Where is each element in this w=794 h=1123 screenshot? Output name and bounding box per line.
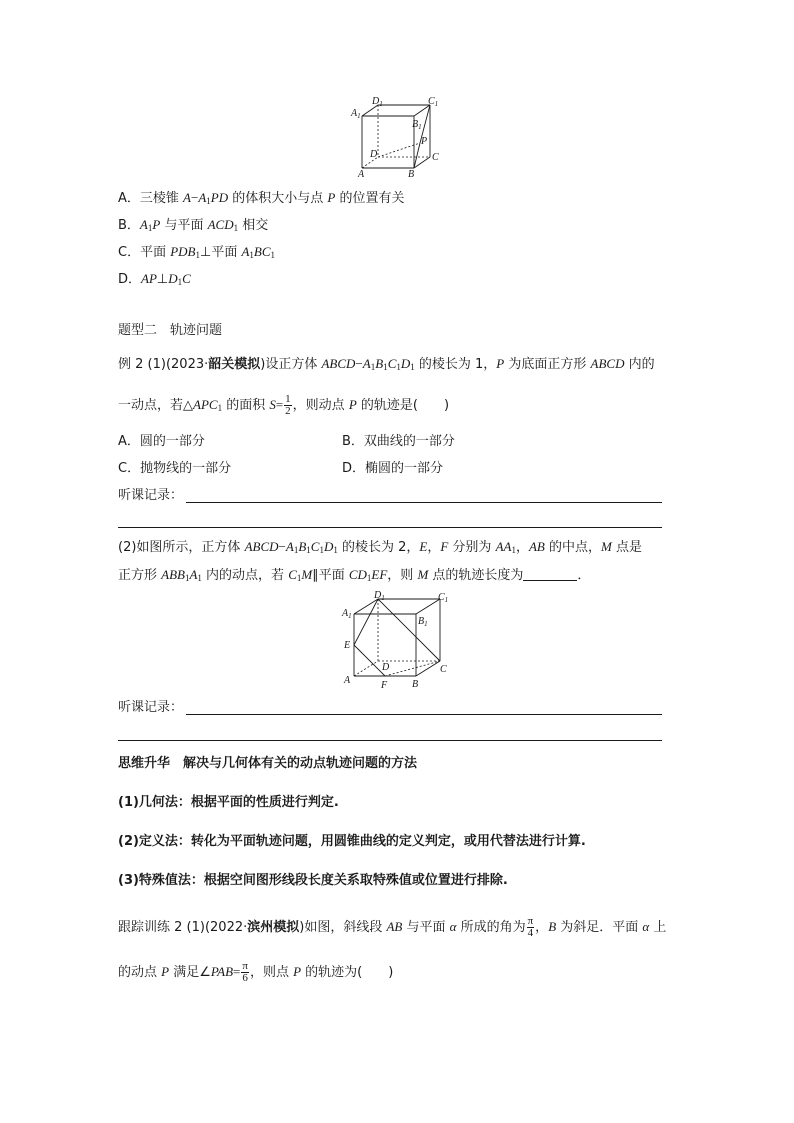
fraction-one-half: $\frac{1}{2}$ bbox=[285, 393, 291, 417]
answer-blank[interactable] bbox=[523, 568, 577, 581]
choice-d: D．椭圆的一部分 bbox=[342, 461, 444, 476]
option-a: A．三棱锥 $A-A_1PD$ 的体积大小与点 P 的位置有关 bbox=[118, 190, 405, 206]
label-f: F bbox=[381, 680, 388, 691]
example2-2-line1: (2)如图所示，正方体 $ABCD-A_1B_1C_1D_1$ 的棱长为 2，E，F 分别为 $AA_1$，AB 的中点，M 点是 bbox=[118, 539, 642, 555]
fraction-pi-over-4: $\frac{\pi}{4}$ bbox=[527, 915, 534, 939]
summary-method-1: (1)几何法：根据平面的性质进行判定. bbox=[118, 795, 339, 810]
label-a1: $A_1$ bbox=[351, 108, 361, 120]
label-b: B bbox=[412, 679, 419, 690]
label-e: E bbox=[344, 640, 351, 651]
notes-label-2: 听课记录： bbox=[118, 700, 184, 715]
summary-method-3: (3)特殊值法：根据空间图形线段长度关系取特殊值或位置进行排除. bbox=[118, 873, 508, 888]
label-d1: $D_1$ bbox=[374, 590, 385, 602]
label-d1: $D_1$ bbox=[372, 96, 383, 108]
figure-cube-p bbox=[348, 96, 448, 182]
fraction-pi-over-6: $\frac{\pi}{6}$ bbox=[242, 960, 248, 984]
notes-line-1b bbox=[118, 527, 662, 528]
label-c1: $C_1$ bbox=[428, 96, 439, 108]
choice-b: B．双曲线的一部分 bbox=[342, 434, 455, 449]
label-p: P bbox=[421, 136, 428, 147]
label-b: B bbox=[408, 169, 415, 180]
label-b1: $B_1$ bbox=[412, 119, 422, 131]
label-a: A bbox=[344, 675, 351, 686]
notes-line-2b bbox=[118, 740, 662, 741]
tracking-line2: 的动点 P 满足∠PAB= $\frac{\pi}{6}$ ，则点 P 的轨迹为( ) bbox=[118, 960, 394, 984]
example2-1-line1: 例 2 (1)(2023·韶关模拟)设正方体 $ABCD-A_1B_1C_1D_1$ 的棱长为 1，P 为底面正方形 ABCD 内的 bbox=[118, 356, 655, 372]
tracking-line1: 跟踪训练 2 (1)(2022·滨州模拟)如图，斜线段 AB 与平面 α 所成的角为 $\frac{\pi}{4}$ ，B 为斜足．平面 α 上 bbox=[118, 915, 667, 939]
label-c: C bbox=[440, 664, 447, 675]
label-d: D bbox=[382, 662, 390, 673]
section-title: 题型二 轨迹问题 bbox=[118, 323, 223, 338]
figure-cube-ef bbox=[338, 588, 458, 692]
option-c: C．平面 $PDB_1\perp$平面 $A_1BC_1$ bbox=[118, 244, 276, 260]
label-a1: $A_1$ bbox=[342, 608, 352, 620]
example2-1-line2: 一动点，若$\triangle APC_1$ 的面积 S= $\frac{1}{2}$ ，则动点 P 的轨迹是( ) bbox=[118, 393, 450, 417]
notes-line-1a bbox=[186, 502, 662, 503]
label-a: A bbox=[358, 169, 365, 180]
choice-a: A．圆的一部分 bbox=[118, 434, 205, 449]
label-d: D bbox=[370, 149, 378, 160]
choice-c: C．抛物线的一部分 bbox=[118, 461, 232, 476]
notes-line-2a bbox=[186, 714, 662, 715]
example2-2-line2: 正方形 $ABB_1A_1$ 内的动点，若 $C_1M\parallel$平面 $CD_1EF$，则 M 点的轨迹长度为 ． bbox=[118, 567, 591, 583]
label-c1: $C_1$ bbox=[438, 592, 449, 604]
option-b: B．$A_1P$ 与平面 $ACD_1$ 相交 bbox=[118, 217, 269, 233]
label-c: C bbox=[432, 152, 439, 163]
label-b1: $B_1$ bbox=[418, 616, 428, 628]
summary-method-2: (2)定义法：转化为平面轨迹问题，用圆锥曲线的定义判定，或用代替法进行计算. bbox=[118, 834, 586, 849]
summary-title: 思维升华 解决与几何体有关的动点轨迹问题的方法 bbox=[118, 756, 418, 771]
option-d: D．$AP\perp D_1C$ bbox=[118, 271, 191, 287]
notes-label-1: 听课记录： bbox=[118, 488, 184, 503]
